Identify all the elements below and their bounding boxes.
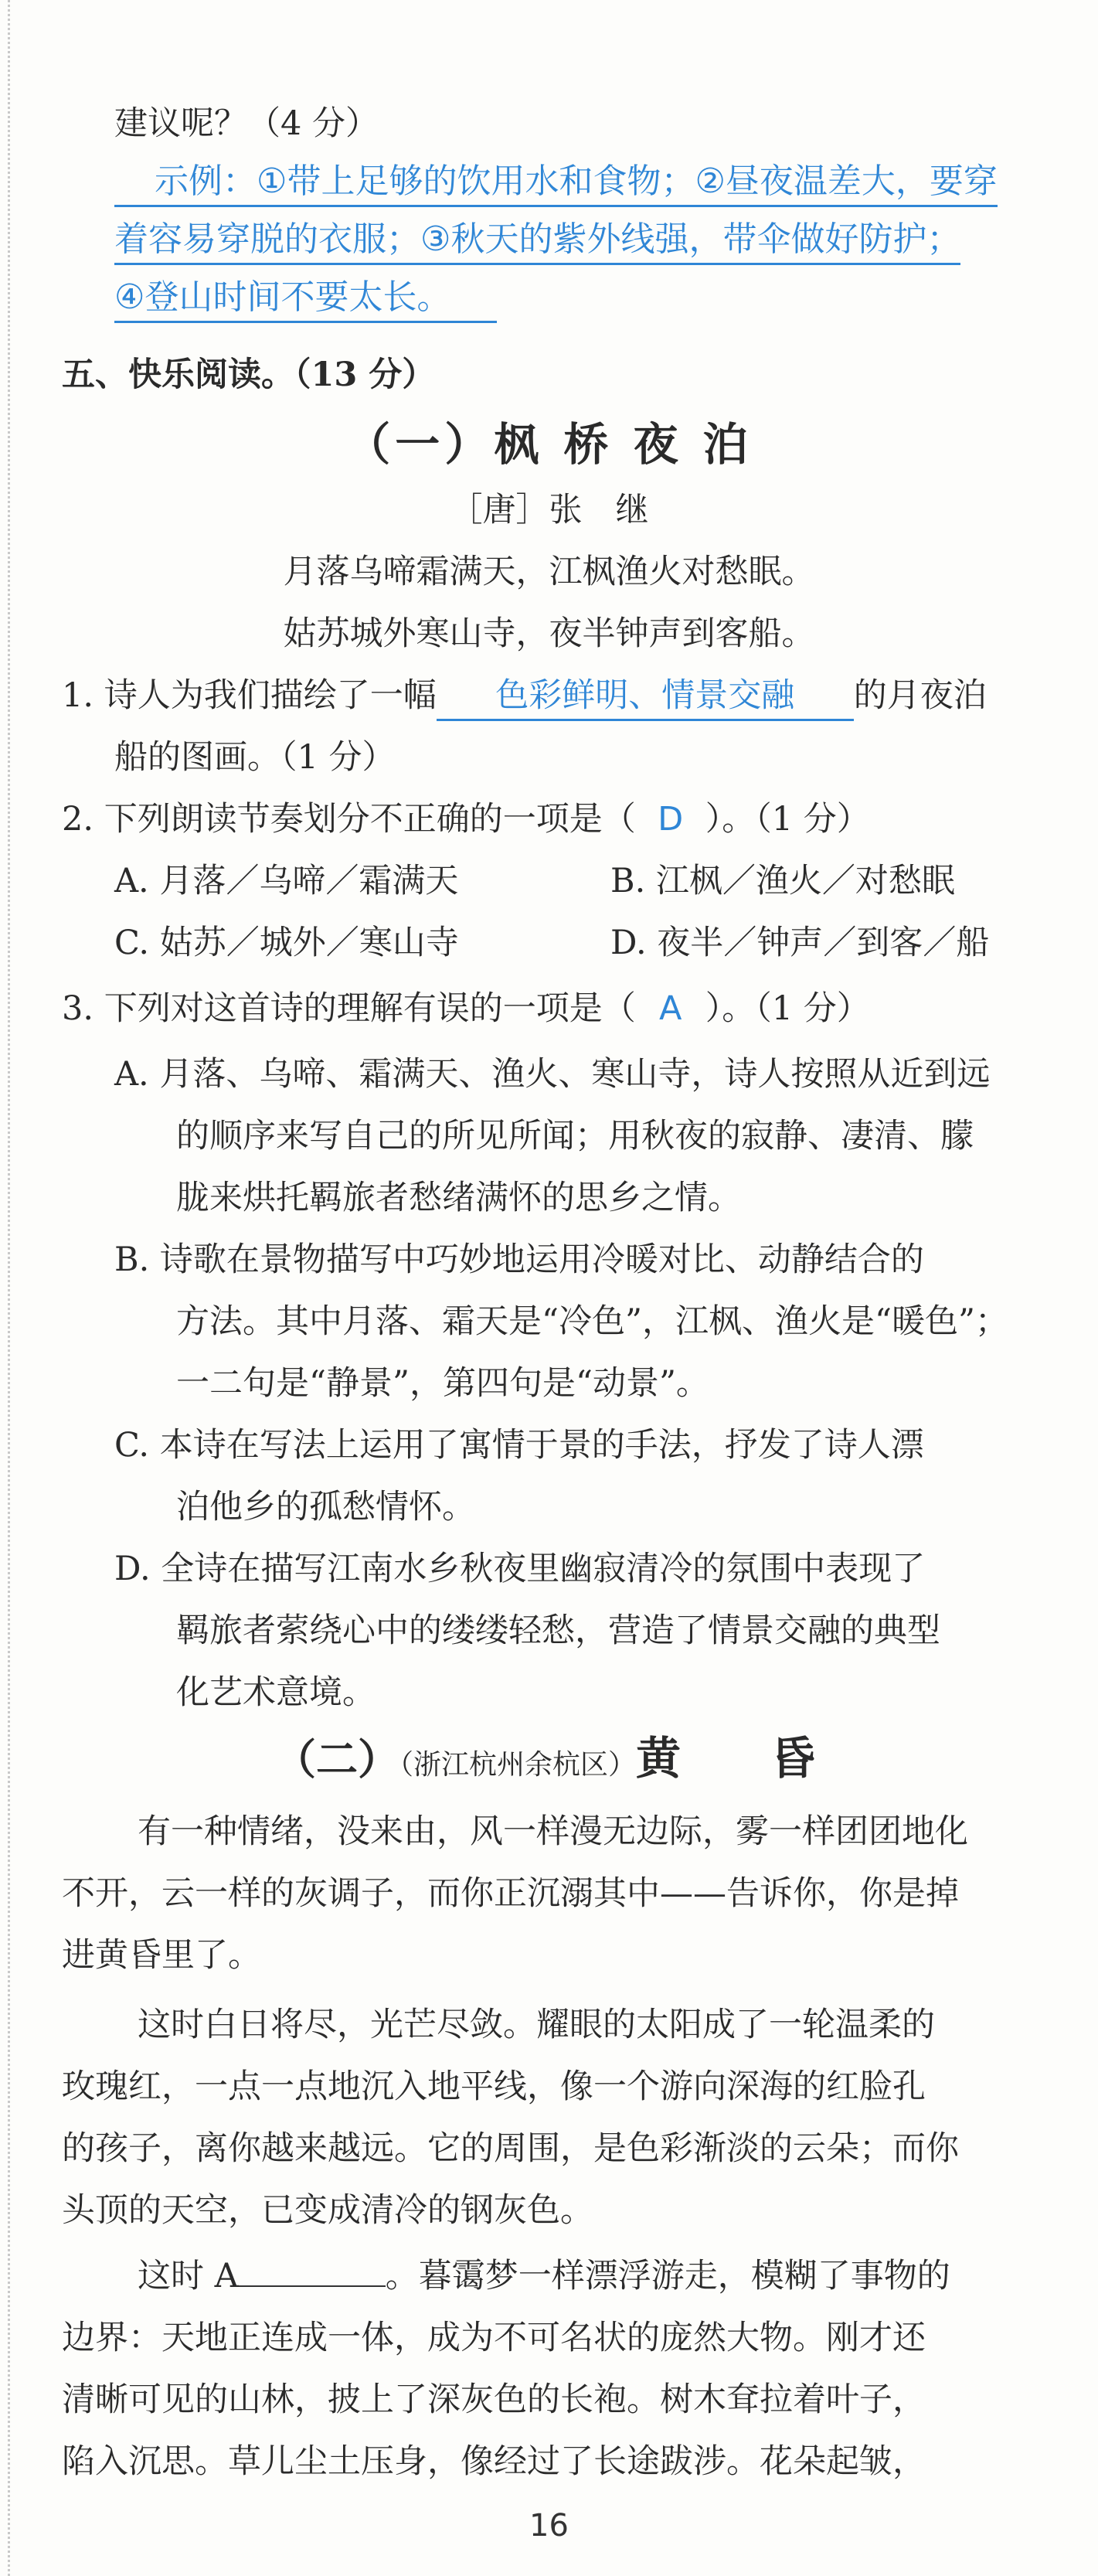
- poem-title: （一）枫 桥 夜 泊: [345, 418, 753, 471]
- q3-option-d-line-2: 羁旅者萦绕心中的缕缕轻愁，营造了情景交融的典型: [176, 1611, 940, 1650]
- q3-option-a-line-1: A. 月落、乌啼、霜满天、渔火、寒山寺，诗人按照从近到远: [114, 1055, 991, 1094]
- blank-a[interactable]: [239, 2285, 386, 2287]
- q1-line-1: [62, 672, 987, 721]
- q3-option-c-line-1: C. 本诗在写法上运用了寓情于景的手法，抒发了诗人漂: [114, 1426, 924, 1465]
- q2-option-a: A. 月落／乌啼／霜满天: [114, 862, 459, 900]
- poem-line-2: 姑苏城外寒山寺，夜半钟声到客船。: [283, 614, 815, 653]
- q3-option-b-line-3: 一二句是“静景”，第四句是“动景”。: [176, 1364, 709, 1403]
- q3-option-d-line-3: 化艺术意境。: [176, 1673, 376, 1712]
- p3-line-4: 陷入沉思。草儿尘土压身，像经过了长途跋涉。花朵起皱，: [62, 2442, 926, 2481]
- passage2-number: （二）: [274, 1734, 399, 1784]
- q2-option-b: B. 江枫／渔火／对愁眠: [610, 862, 955, 900]
- prev-question-tail: 建议呢？（4 分）: [114, 104, 379, 143]
- q2-option-d: D. 夜半／钟声／到客／船: [610, 924, 990, 962]
- p3-line-3: 清晰可见的山林，披上了深灰色的长袍。树木耷拉着叶子，: [62, 2380, 926, 2419]
- q1-stem-end: 的月夜泊: [853, 676, 987, 715]
- q2-answer: D: [658, 800, 684, 839]
- binding-margin: [8, 0, 10, 2576]
- p2-line-4: 头顶的天空，已变成清冷的钢灰色。: [62, 2191, 593, 2230]
- prev-answer-line-2: 着容易穿脱的衣服；③秋天的紫外线强，带伞做好防护；: [114, 216, 960, 265]
- poem-line-1: 月落乌啼霜满天，江枫渔火对愁眠。: [283, 553, 815, 591]
- q3-option-a-line-2: 的顺序来写自己的所见所闻；用秋夜的寂静、凄清、朦: [176, 1117, 974, 1155]
- q2-option-c: C. 姑苏／城外／寒山寺: [114, 924, 459, 962]
- q3-answer: A: [658, 989, 682, 1028]
- prev-answer-line-1: 示例：①带上足够的饮用水和食物；②昼夜温差大，要穿: [114, 158, 998, 207]
- p2-line-2: 玫瑰红，一点一点地沉入地平线，像一个游向深海的红脸孔: [62, 2067, 926, 2106]
- q1-stem: 1. 诗人为我们描绘了一幅: [62, 676, 437, 715]
- q2-stem: 2. 下列朗读节奏划分不正确的一项是（ D ）。（1 分）: [62, 796, 870, 842]
- p1-line-2: 不开，云一样的灰调子，而你正沉溺其中——告诉你，你是掉: [62, 1874, 959, 1913]
- q3-option-b-line-2: 方法。其中月落、霜天是“冷色”，江枫、渔火是“暖色”；: [176, 1302, 1008, 1341]
- passage2-title: 黄 昏: [636, 1732, 816, 1785]
- p3-line-1: 这时 A 。暮霭梦一样漂浮游走，模糊了事物的: [138, 2257, 950, 2295]
- page-number: 16: [529, 2508, 569, 2544]
- q3-option-d-line-1: D. 全诗在描写江南水乡秋夜里幽寂清冷的氛围中表现了: [114, 1550, 926, 1588]
- q3-stem: 3. 下列对这首诗的理解有误的一项是（ A ）。（1 分）: [62, 985, 870, 1032]
- poem-author: ［唐］张 继: [449, 491, 649, 529]
- section-heading: 五、快乐阅读。（13 分）: [62, 356, 436, 394]
- passage2-source: （浙江杭州余杭区）: [399, 1749, 637, 1781]
- p2-line-1: 这时白日将尽，光芒尽敛。耀眼的太阳成了一轮温柔的: [138, 2006, 935, 2044]
- p3-line-2: 边界：天地正连成一体，成为不可名状的庞然大物。刚才还: [62, 2319, 926, 2357]
- p1-line-1: 有一种情绪，没来由，风一样漫无边际，雾一样团团地化: [138, 1812, 968, 1851]
- p1-line-3: 进黄昏里了。: [62, 1936, 261, 1975]
- passage2-heading: [274, 1727, 815, 1796]
- q1-line-2: 船的图画。（1 分）: [114, 738, 396, 777]
- q3-option-b-line-1: B. 诗歌在景物描写中巧妙地运用冷暖对比、动静结合的: [114, 1240, 924, 1279]
- q3-option-a-line-3: 胧来烘托羁旅者愁绪满怀的思乡之情。: [176, 1179, 741, 1217]
- q1-answer: 色彩鲜明、情景交融: [437, 672, 854, 721]
- prev-answer-line-3: ④登山时间不要太长。: [114, 274, 497, 323]
- q3-option-c-line-2: 泊他乡的孤愁情怀。: [176, 1488, 475, 1526]
- p2-line-3: 的孩子，离你越来越远。它的周围，是色彩渐淡的云朵；而你: [62, 2129, 959, 2168]
